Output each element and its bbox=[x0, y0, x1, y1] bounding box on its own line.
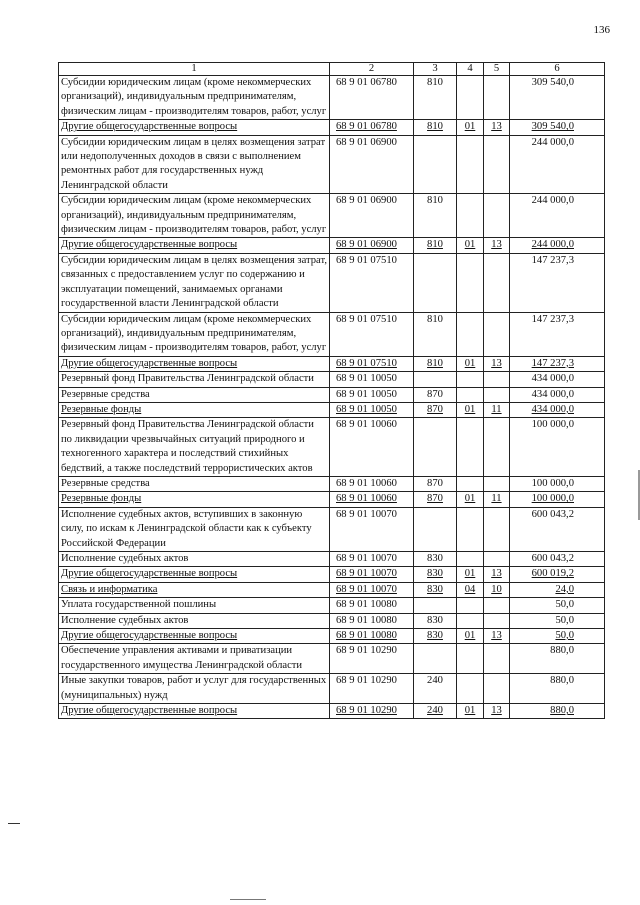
section-cell: 01 bbox=[457, 492, 484, 507]
amount-cell: 600 019,2 bbox=[510, 567, 605, 582]
subsection-cell bbox=[484, 613, 510, 628]
table-row bbox=[59, 120, 605, 135]
expense-type-cell: 830 bbox=[414, 567, 457, 582]
section-cell: 01 bbox=[457, 120, 484, 135]
subsection-cell bbox=[484, 674, 510, 704]
subsection-cell: 13 bbox=[484, 704, 510, 719]
target-article-code-cell: 68 9 01 06780 bbox=[330, 76, 414, 120]
table-body bbox=[59, 76, 605, 719]
expense-type-cell bbox=[414, 135, 457, 194]
amount-cell: 244 000,0 bbox=[510, 135, 605, 194]
target-article-code-cell: 68 9 01 06900 bbox=[330, 135, 414, 194]
subsection-cell bbox=[484, 598, 510, 613]
expense-type-cell: 870 bbox=[414, 387, 457, 402]
target-article-code-cell: 68 9 01 10070 bbox=[330, 507, 414, 551]
table-row bbox=[59, 704, 605, 719]
target-article-code-cell: 68 9 01 06780 bbox=[330, 120, 414, 135]
section-cell bbox=[457, 613, 484, 628]
expense-type-cell bbox=[414, 598, 457, 613]
amount-cell: 600 043,2 bbox=[510, 552, 605, 567]
table-row bbox=[59, 387, 605, 402]
row-name-cell: Обеспечение управления активами и приватизации государственного имущества Ленинградской области bbox=[59, 644, 330, 674]
row-name-cell: Исполнение судебных актов bbox=[59, 613, 330, 628]
table-row bbox=[59, 76, 605, 120]
expense-type-cell bbox=[414, 253, 457, 312]
row-name-cell: Резервные фонды bbox=[59, 492, 330, 507]
amount-cell: 50,0 bbox=[510, 598, 605, 613]
table-row bbox=[59, 312, 605, 356]
section-cell bbox=[457, 253, 484, 312]
expense-type-cell: 810 bbox=[414, 194, 457, 238]
row-name-cell: Иные закупки товаров, работ и услуг для государственных (муниципальных) нужд bbox=[59, 674, 330, 704]
section-cell bbox=[457, 76, 484, 120]
target-article-code-cell: 68 9 01 10080 bbox=[330, 613, 414, 628]
row-name-cell: Уплата государственной пошлины bbox=[59, 598, 330, 613]
row-name-cell: Другие общегосударственные вопросы bbox=[59, 629, 330, 644]
table-row bbox=[59, 552, 605, 567]
section-cell bbox=[457, 476, 484, 491]
amount-cell: 434 000,0 bbox=[510, 402, 605, 417]
target-article-code-cell: 68 9 01 06900 bbox=[330, 194, 414, 238]
table-row bbox=[59, 238, 605, 253]
table-row bbox=[59, 598, 605, 613]
table-row bbox=[59, 507, 605, 551]
amount-cell: 244 000,0 bbox=[510, 238, 605, 253]
table-row bbox=[59, 476, 605, 491]
table-row bbox=[59, 644, 605, 674]
section-cell bbox=[457, 135, 484, 194]
target-article-code-cell: 68 9 01 07510 bbox=[330, 253, 414, 312]
target-article-code-cell: 68 9 01 10290 bbox=[330, 644, 414, 674]
section-cell: 01 bbox=[457, 356, 484, 371]
table-row bbox=[59, 674, 605, 704]
target-article-code-cell: 68 9 01 10050 bbox=[330, 372, 414, 387]
expense-type-cell: 810 bbox=[414, 76, 457, 120]
target-article-code-cell: 68 9 01 10070 bbox=[330, 582, 414, 597]
subsection-cell bbox=[484, 476, 510, 491]
expense-type-cell: 240 bbox=[414, 704, 457, 719]
expense-type-cell: 240 bbox=[414, 674, 457, 704]
subsection-cell bbox=[484, 76, 510, 120]
table-row bbox=[59, 372, 605, 387]
expense-type-cell: 810 bbox=[414, 312, 457, 356]
subsection-cell: 13 bbox=[484, 567, 510, 582]
amount-cell: 309 540,0 bbox=[510, 120, 605, 135]
section-cell: 01 bbox=[457, 238, 484, 253]
subsection-cell bbox=[484, 418, 510, 477]
table-row bbox=[59, 582, 605, 597]
expense-type-cell bbox=[414, 372, 457, 387]
amount-cell: 50,0 bbox=[510, 613, 605, 628]
target-article-code-cell: 68 9 01 10050 bbox=[330, 387, 414, 402]
row-name-cell: Резервный фонд Правительства Ленинградской области bbox=[59, 372, 330, 387]
subsection-cell: 13 bbox=[484, 629, 510, 644]
section-cell bbox=[457, 552, 484, 567]
section-cell bbox=[457, 418, 484, 477]
expense-type-cell bbox=[414, 644, 457, 674]
row-name-cell: Другие общегосударственные вопросы bbox=[59, 704, 330, 719]
amount-cell: 147 237,3 bbox=[510, 356, 605, 371]
column-header-4: 4 bbox=[457, 63, 484, 76]
expense-type-cell: 810 bbox=[414, 356, 457, 371]
subsection-cell: 11 bbox=[484, 492, 510, 507]
subsection-cell: 13 bbox=[484, 356, 510, 371]
expense-type-cell: 870 bbox=[414, 492, 457, 507]
target-article-code-cell: 68 9 01 10070 bbox=[330, 552, 414, 567]
section-cell: 01 bbox=[457, 704, 484, 719]
table-row bbox=[59, 194, 605, 238]
table-row bbox=[59, 356, 605, 371]
amount-cell: 309 540,0 bbox=[510, 76, 605, 120]
section-cell bbox=[457, 598, 484, 613]
section-cell bbox=[457, 194, 484, 238]
page-number: 136 bbox=[593, 24, 610, 36]
subsection-cell bbox=[484, 194, 510, 238]
column-header-5: 5 bbox=[484, 63, 510, 76]
row-name-cell: Связь и информатика bbox=[59, 582, 330, 597]
target-article-code-cell: 68 9 01 10060 bbox=[330, 476, 414, 491]
target-article-code-cell: 68 9 01 10290 bbox=[330, 674, 414, 704]
target-article-code-cell: 68 9 01 10080 bbox=[330, 598, 414, 613]
table-row bbox=[59, 492, 605, 507]
target-article-code-cell: 68 9 01 10060 bbox=[330, 492, 414, 507]
table-row bbox=[59, 567, 605, 582]
expense-type-cell: 870 bbox=[414, 402, 457, 417]
section-cell bbox=[457, 312, 484, 356]
subsection-cell: 13 bbox=[484, 120, 510, 135]
expense-type-cell bbox=[414, 507, 457, 551]
row-name-cell: Резервные средства bbox=[59, 387, 330, 402]
table-row bbox=[59, 253, 605, 312]
target-article-code-cell: 68 9 01 10080 bbox=[330, 629, 414, 644]
table-row bbox=[59, 418, 605, 477]
column-header-3: 3 bbox=[414, 63, 457, 76]
section-cell bbox=[457, 387, 484, 402]
row-name-cell: Исполнение судебных актов bbox=[59, 552, 330, 567]
subsection-cell bbox=[484, 312, 510, 356]
row-name-cell: Другие общегосударственные вопросы bbox=[59, 356, 330, 371]
amount-cell: 434 000,0 bbox=[510, 387, 605, 402]
row-name-cell: Другие общегосударственные вопросы bbox=[59, 238, 330, 253]
target-article-code-cell: 68 9 01 07510 bbox=[330, 356, 414, 371]
row-name-cell: Резервные фонды bbox=[59, 402, 330, 417]
subsection-cell bbox=[484, 253, 510, 312]
table-header bbox=[59, 63, 605, 76]
subsection-cell: 11 bbox=[484, 402, 510, 417]
subsection-cell: 10 bbox=[484, 582, 510, 597]
target-article-code-cell: 68 9 01 10060 bbox=[330, 418, 414, 477]
table-row bbox=[59, 402, 605, 417]
amount-cell: 880,0 bbox=[510, 704, 605, 719]
row-name-cell: Другие общегосударственные вопросы bbox=[59, 120, 330, 135]
target-article-code-cell: 68 9 01 10290 bbox=[330, 704, 414, 719]
amount-cell: 100 000,0 bbox=[510, 418, 605, 477]
amount-cell: 147 237,3 bbox=[510, 253, 605, 312]
section-cell bbox=[457, 644, 484, 674]
target-article-code-cell: 68 9 01 10070 bbox=[330, 567, 414, 582]
row-name-cell: Исполнение судебных актов, вступивших в законную силу, по искам к Ленинградской области как к субъекту Российской Федерации bbox=[59, 507, 330, 551]
column-header-1: 1 bbox=[59, 63, 330, 76]
row-name-cell: Другие общегосударственные вопросы bbox=[59, 567, 330, 582]
amount-cell: 880,0 bbox=[510, 644, 605, 674]
amount-cell: 434 000,0 bbox=[510, 372, 605, 387]
subsection-cell bbox=[484, 507, 510, 551]
section-cell bbox=[457, 507, 484, 551]
column-header-2: 2 bbox=[330, 63, 414, 76]
header-row bbox=[59, 63, 605, 76]
amount-cell: 880,0 bbox=[510, 674, 605, 704]
expense-type-cell: 830 bbox=[414, 629, 457, 644]
subsection-cell bbox=[484, 372, 510, 387]
section-cell: 01 bbox=[457, 567, 484, 582]
table-row bbox=[59, 613, 605, 628]
section-cell: 01 bbox=[457, 629, 484, 644]
table-row bbox=[59, 629, 605, 644]
row-name-cell: Субсидии юридическим лицам (кроме некоммерческих организаций), индивидуальным предпринимателям, физическим лицам - производителям товаров, работ, услуг bbox=[59, 312, 330, 356]
expense-type-cell: 830 bbox=[414, 552, 457, 567]
expense-type-cell: 830 bbox=[414, 582, 457, 597]
amount-cell: 50,0 bbox=[510, 629, 605, 644]
subsection-cell bbox=[484, 135, 510, 194]
row-name-cell: Субсидии юридическим лицам (кроме некоммерческих организаций), индивидуальным предпринимателям, физическим лицам - производителям товаров, работ, услуг bbox=[59, 194, 330, 238]
amount-cell: 100 000,0 bbox=[510, 476, 605, 491]
row-name-cell: Резервные средства bbox=[59, 476, 330, 491]
target-article-code-cell: 68 9 01 06900 bbox=[330, 238, 414, 253]
target-article-code-cell: 68 9 01 10050 bbox=[330, 402, 414, 417]
section-cell: 04 bbox=[457, 582, 484, 597]
column-header-6: 6 bbox=[510, 63, 605, 76]
subsection-cell bbox=[484, 552, 510, 567]
amount-cell: 24,0 bbox=[510, 582, 605, 597]
section-cell bbox=[457, 674, 484, 704]
subsection-cell: 13 bbox=[484, 238, 510, 253]
scan-artifact-line bbox=[230, 899, 266, 900]
section-cell bbox=[457, 372, 484, 387]
budget-table bbox=[58, 62, 605, 719]
expense-type-cell: 830 bbox=[414, 613, 457, 628]
row-name-cell: Резервный фонд Правительства Ленинградской области по ликвидации чрезвычайных ситуаций природного и техногенного характера и последствий стихийных бедствий, а также последствий террористических актов bbox=[59, 418, 330, 477]
amount-cell: 600 043,2 bbox=[510, 507, 605, 551]
section-cell: 01 bbox=[457, 402, 484, 417]
expense-type-cell: 870 bbox=[414, 476, 457, 491]
row-name-cell: Субсидии юридическим лицам в целях возмещения затрат, связанных с предоставлением услуг по содержанию и эксплуатации помещений, занимаемых органами государственной власти Ленинградской области bbox=[59, 253, 330, 312]
amount-cell: 244 000,0 bbox=[510, 194, 605, 238]
expense-type-cell: 810 bbox=[414, 238, 457, 253]
amount-cell: 147 237,3 bbox=[510, 312, 605, 356]
subsection-cell bbox=[484, 387, 510, 402]
target-article-code-cell: 68 9 01 07510 bbox=[330, 312, 414, 356]
subsection-cell bbox=[484, 644, 510, 674]
expense-type-cell: 810 bbox=[414, 120, 457, 135]
margin-dash bbox=[8, 823, 20, 824]
table-row bbox=[59, 135, 605, 194]
row-name-cell: Субсидии юридическим лицам (кроме некоммерческих организаций), индивидуальным предпринимателям, физическим лицам - производителям товаров, работ, услуг bbox=[59, 76, 330, 120]
row-name-cell: Субсидии юридическим лицам в целях возмещения затрат или недополученных доходов в связи с выполнением ремонтных работ для государственных нужд Ленинградской области bbox=[59, 135, 330, 194]
expense-type-cell bbox=[414, 418, 457, 477]
amount-cell: 100 000,0 bbox=[510, 492, 605, 507]
